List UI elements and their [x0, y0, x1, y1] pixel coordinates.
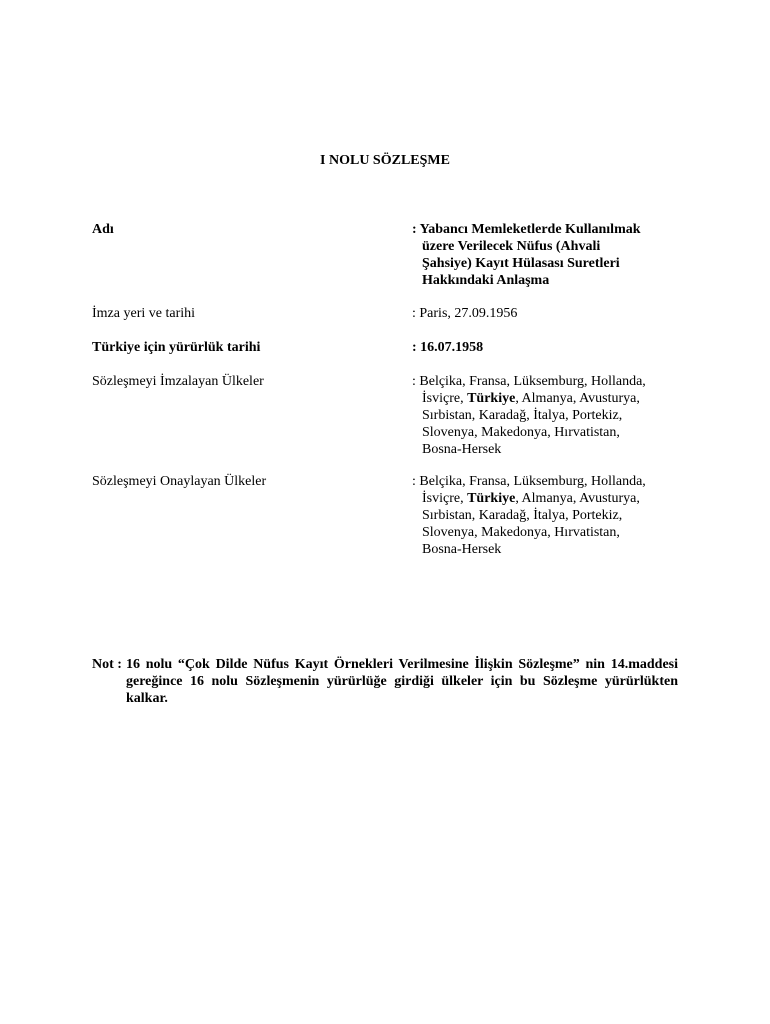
footnote — [92, 656, 678, 707]
value-line: İsviçre, Türkiye, Almanya, Avusturya, — [422, 491, 640, 506]
value-line: Bosna-Hersek — [422, 542, 502, 557]
field-effective-date-label: Türkiye için yürürlük tarihi — [92, 340, 261, 355]
field-ratifiers-label: Sözleşmeyi Onaylayan Ülkeler — [92, 474, 267, 489]
value-line: Hakkındaki Anlaşma — [422, 273, 550, 288]
value-line: Slovenya, Makedonya, Hırvatistan, — [422, 525, 620, 540]
value-line: İsviçre, Türkiye, Almanya, Avusturya, — [422, 391, 640, 406]
turkiye-highlight: Türkiye — [467, 391, 516, 406]
field-signatories-row — [92, 373, 692, 459]
field-effective-date-value: : 16.07.1958 — [412, 340, 484, 355]
footnote-prefix: Not : — [92, 657, 122, 672]
field-signature-row — [92, 305, 692, 323]
value-line: : Yabancı Memleketlerde Kullanılmak — [412, 222, 641, 237]
field-name-label: Adı — [92, 222, 114, 237]
value-line: üzere Verilecek Nüfus (Ahvali — [422, 239, 601, 254]
field-signatories-label: Sözleşmeyi İmzalayan Ülkeler — [92, 374, 264, 389]
value-line: : Belçika, Fransa, Lüksemburg, Hollanda, — [412, 374, 646, 389]
field-name-value — [412, 221, 682, 289]
value-line: Şahsiye) Kayıt Hülasası Suretleri — [422, 256, 620, 271]
field-ratifiers-value — [412, 473, 682, 558]
field-name-row — [92, 221, 692, 291]
footnote-text: 16 nolu “Çok Dilde Nüfus Kayıt Örnekleri Verilmesine İlişkin Sözleşme” nin 14.maddesi gereğince 16 nolu Sözleşmenin yürürlüğe girdiği ülkeler için bu Sözleşme yürürlükten kalkar. — [126, 657, 678, 706]
field-ratifiers-row — [92, 473, 692, 559]
value-line: Sırbistan, Karadağ, İtalya, Portekiz, — [422, 408, 623, 423]
field-effective-date-row — [92, 339, 692, 357]
field-signatories-value — [412, 373, 682, 458]
value-line: Bosna-Hersek — [422, 442, 502, 457]
field-signature-label: İmza yeri ve tarihi — [92, 306, 196, 321]
value-line: : Belçika, Fransa, Lüksemburg, Hollanda, — [412, 474, 646, 489]
document-title: I NOLU SÖZLEŞME — [320, 153, 450, 168]
value-line: Sırbistan, Karadağ, İtalya, Portekiz, — [422, 508, 623, 523]
value-line: Slovenya, Makedonya, Hırvatistan, — [422, 425, 620, 440]
field-signature-value: : Paris, 27.09.1956 — [412, 306, 518, 321]
turkiye-highlight: Türkiye — [467, 491, 516, 506]
